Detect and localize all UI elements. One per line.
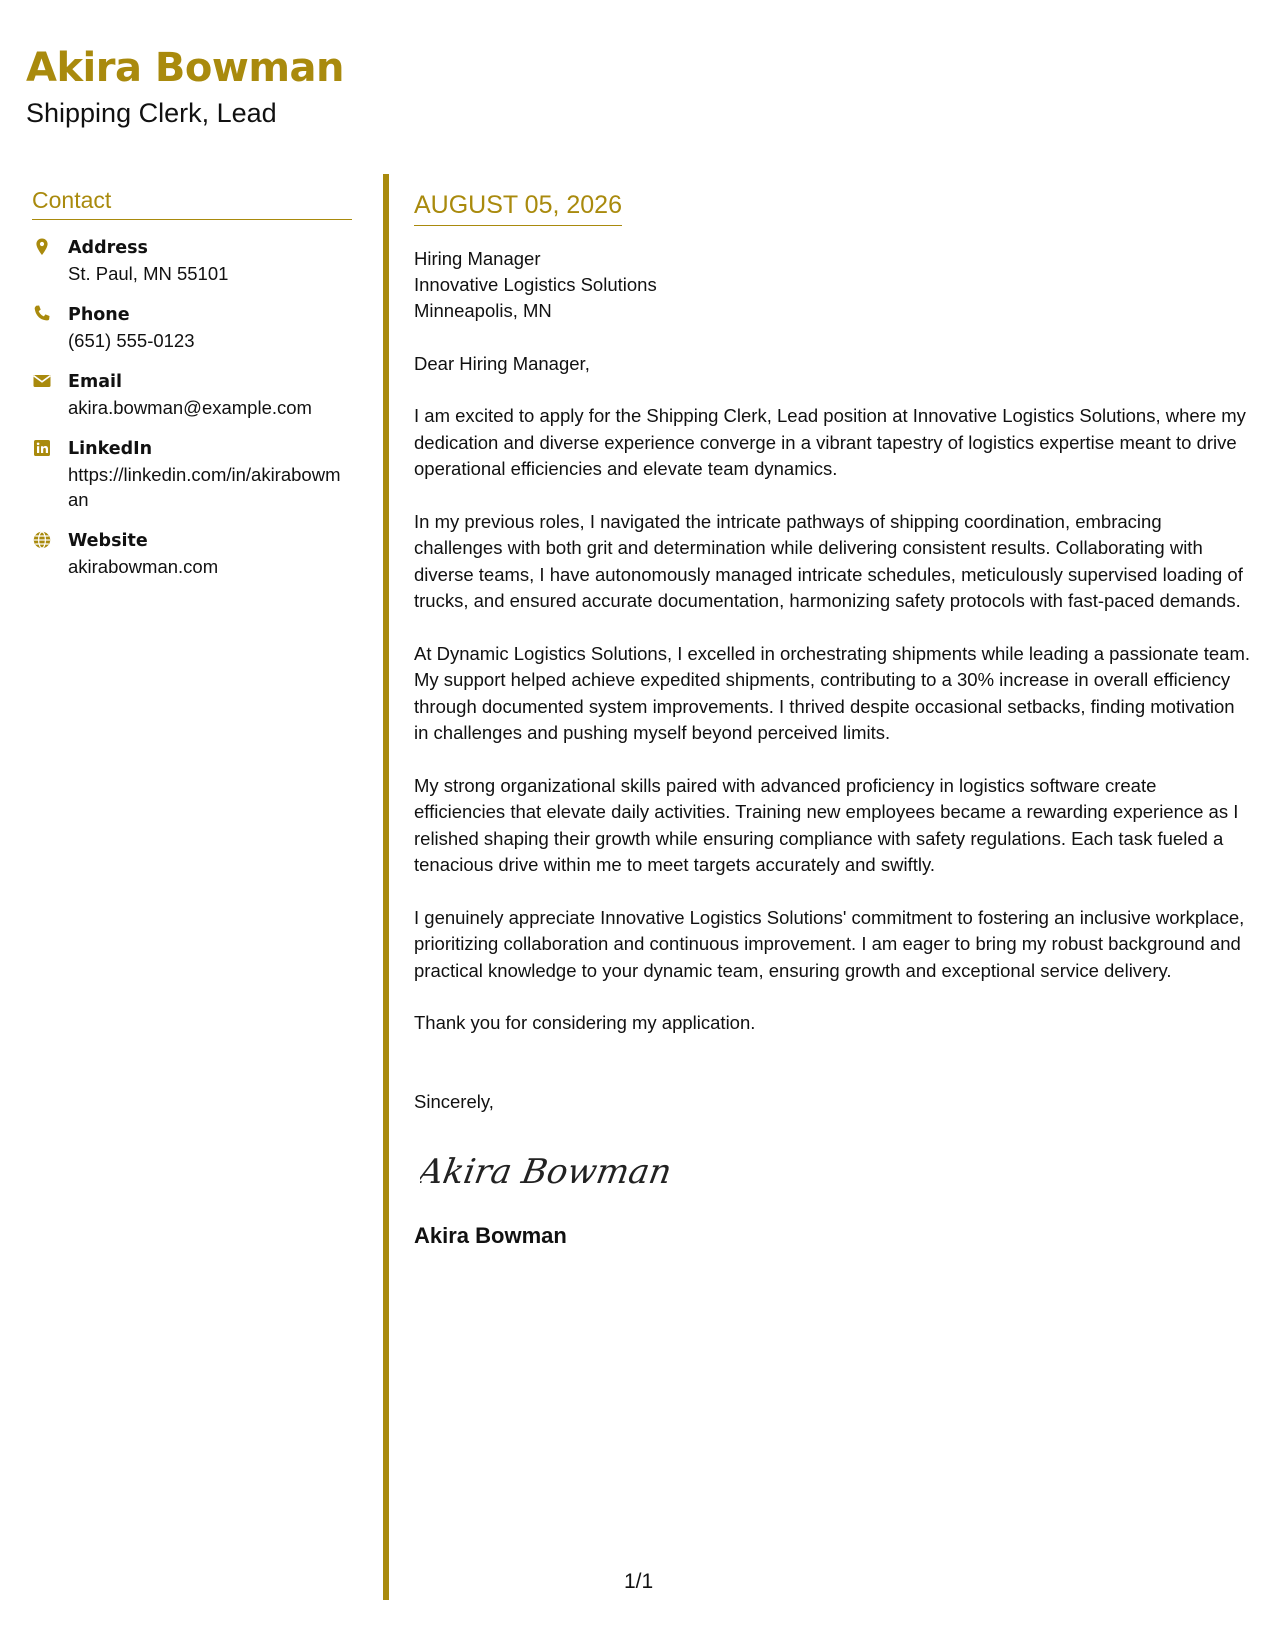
signature-image	[420, 1143, 1252, 1203]
contact-address	[32, 236, 352, 286]
paragraph: In my previous roles, I navigated the intricate pathways of shipping coordination, embracing challenges with both grit and determination while delivering consistent results. Collaborating with diverse teams, I have autonomously managed intricate schedules, meticulously supervised loading of trucks, and ensured accurate documentation, harmonizing safety protocols with fast-paced demands.	[414, 510, 1243, 611]
contact-email	[32, 370, 352, 420]
contact-phone	[32, 303, 352, 353]
paragraph: Thank you for considering my application.	[414, 1012, 756, 1033]
phone-icon	[32, 304, 52, 324]
paragraph: At Dynamic Logistics Solutions, I excelled in orchestrating shipments while leading a passionate team. My support helped achieve expedited shipments, contributing to a 30% increase in overall efficiency through documented system improvements. I thrived despite occasional setbacks, finding motivation in challenges and pushing myself beyond perceived limits.	[414, 642, 1251, 743]
recipient-line: Innovative Logistics Solutions	[414, 273, 657, 295]
contact-label: LinkedIn	[68, 439, 153, 460]
email-icon	[32, 371, 52, 391]
recipient-block	[414, 246, 1252, 324]
linkedin-link[interactable]: https://linkedin.com/in/akirabowman	[68, 464, 341, 511]
paragraph: I genuinely appreciate Innovative Logistics Solutions' commitment to fostering an inclusive workplace, prioritizing collaboration and continuous improvement. I am eager to bring my robust background and practical knowledge to your dynamic team, ensuring growth and exceptional service delivery.	[414, 906, 1245, 981]
address-value: St. Paul, MN 55101	[68, 263, 229, 285]
website-link[interactable]: akirabowman.com	[68, 556, 219, 578]
recipient-line: Minneapolis, MN	[414, 299, 552, 321]
linkedin-icon	[32, 438, 52, 458]
vertical-divider	[383, 174, 389, 1600]
letter-date: AUGUST 05, 2026	[414, 192, 622, 226]
signer-name: Akira Bowman	[414, 1223, 567, 1248]
contact-label: Website	[68, 531, 148, 552]
signature-text: Akira Bowman	[420, 1152, 675, 1192]
applicant-name: Akira Bowman	[26, 45, 344, 91]
map-pin-icon	[32, 237, 52, 257]
salutation: Dear Hiring Manager,	[414, 352, 590, 374]
contact-label: Email	[68, 372, 122, 393]
paragraph: My strong organizational skills paired with advanced proficiency in logistics software create efficiencies that elevate daily activities. Training new employees became a rewarding experience as I relished shaping their growth while ensuring compliance with safety regulations. Each task fueled a tenacious drive within me to meet targets accurately and swiftly.	[414, 774, 1239, 875]
letter-body	[414, 192, 1252, 1250]
contact-website	[32, 529, 352, 579]
contact-linkedin	[32, 437, 352, 512]
email-link[interactable]: akira.bowman@example.com	[68, 397, 312, 419]
page-number: 1/1	[624, 1570, 654, 1593]
contact-heading: Contact	[32, 188, 352, 220]
paragraph: I am excited to apply for the Shipping Clerk, Lead position at Innovative Logistics Solutions, where my dedication and diverse experience converge in a vibrant tapestry of logistics expertise meant to drive operational efficiencies and elevate team dynamics.	[414, 405, 1246, 479]
phone-value: (651) 555-0123	[68, 330, 195, 352]
recipient-line: Hiring Manager	[414, 247, 541, 269]
applicant-role: Shipping Clerk, Lead	[26, 98, 277, 128]
globe-icon	[32, 530, 52, 550]
contact-sidebar	[32, 188, 352, 596]
closing: Sincerely,	[414, 1090, 494, 1112]
contact-label: Address	[68, 238, 148, 259]
contact-label: Phone	[68, 305, 130, 326]
